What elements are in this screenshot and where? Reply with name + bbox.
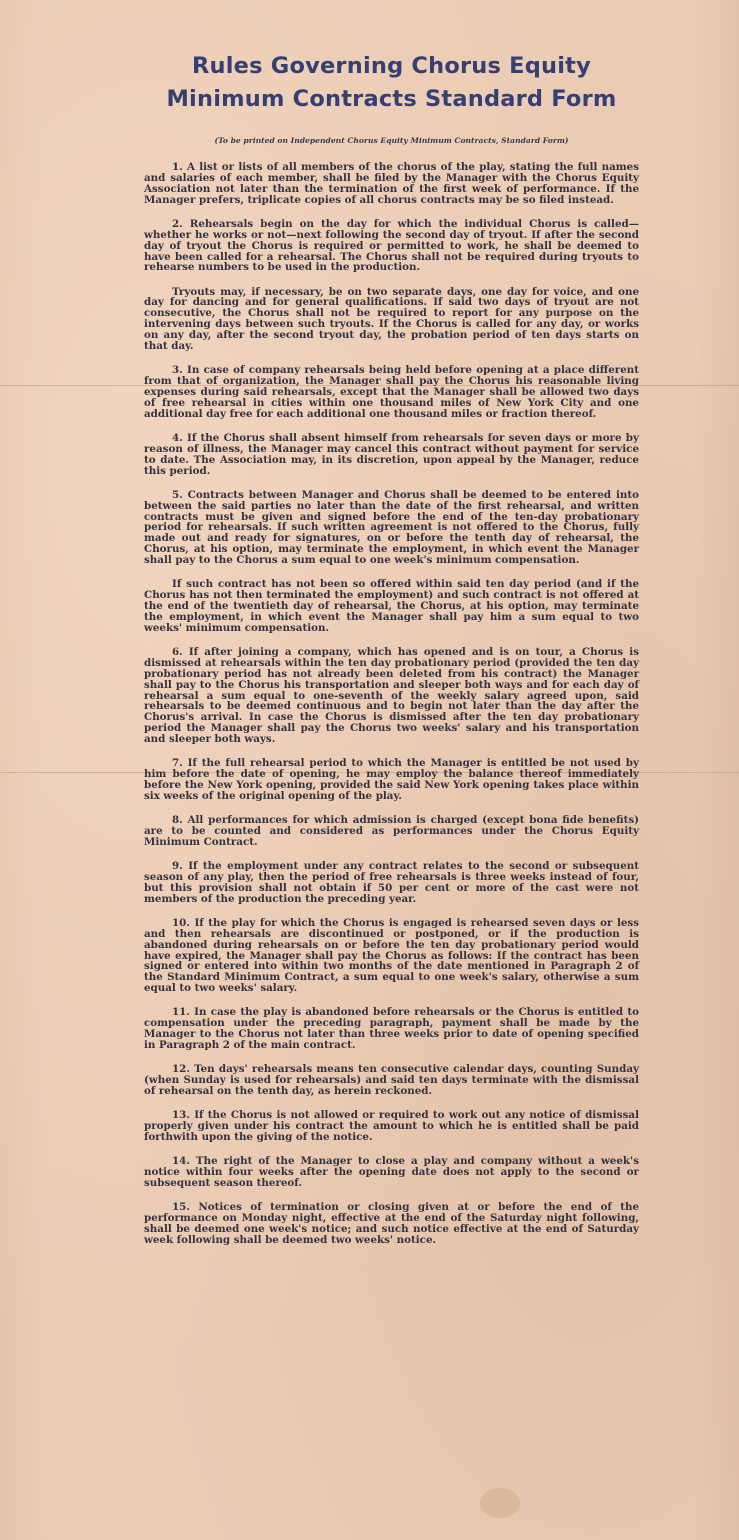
rule-paragraph-7: 7. If the full rehearsal period to which the Manager is entitled be not used by him before the date of opening, he may employ the balance thereof immediately before the New York opening, provided the said New York opening takes place within six weeks of the original opening of the play.	[144, 757, 639, 802]
title-line-1: Rules Governing Chorus Equity	[192, 53, 591, 79]
paper-stain	[480, 1488, 520, 1518]
rule-paragraph-12: 12. Ten days' rehearsals means ten consecutive calendar days, counting Sunday (when Sunday is used for rehearsals) and said ten days terminate with the dismissal of rehearsal on the tenth day, as herein reckoned.	[144, 1063, 639, 1097]
rule-paragraph-2-tryouts: Tryouts may, if necessary, be on two separate days, one day for voice, and one day for dancing and for general qualifications. If said two days of tryout are not consecutive, the Chorus shall not be required to report for any purpose on the intervening days between such tryouts. If the Chorus is called for any day, or works on any day, after the second tryout day, the probation period of ten days starts on that day.	[144, 285, 639, 353]
rule-paragraph-5-continued: If such contract has not been so offered within said ten day period (and if the Chorus has not then terminated the employment) and such contract is not offered at the end of the twentieth day of rehearsal, the Chorus, at his option, may terminate the employment, in which event the Manager shall pay him a sum equal to two weeks' minimum compensation.	[144, 578, 639, 634]
rule-paragraph-1: 1. A list or lists of all members of the chorus of the play, stating the full names and salaries of each member, shall be filed by the Manager with the Chorus Equity Association not later than the termination of the first week of performance. If the Manager prefers, triplicate copies of all chorus contracts may be so filed instead.	[144, 161, 639, 206]
rule-paragraph-2: 2. Rehearsals begin on the day for which the individual Chorus is called—whether he works or not—next following the second day of tryout. If after the second day of tryout the Chorus is required or permitted to work, he shall be deemed to have been called for a rehearsal. The Chorus shall not be required during tryouts to rehearse numbers to be used in the production.	[144, 217, 639, 274]
rule-paragraph-5: 5. Contracts between Manager and Chorus shall be deemed to be entered into between the said parties no later than the date of the first rehearsal, and written contracts must be given and signed before the end of the ten-day probationary period for rehearsals. If such written agreement is not offered to the Chorus, fully made out and ready for signatures, on or before the tenth day of rehearsal, the Chorus, at his option, may terminate the employment, in which event the Manager shall pay to the Chorus a sum equal to one week's minimum compensation.	[144, 488, 639, 567]
rule-paragraph-11: 11. In case the play is abandoned before rehearsals or the Chorus is entitled to compensation under the preceding paragraph, payment shall be made by the Manager to the Chorus not later than three weeks prior to date of opening specified in Paragraph 2 of the main contract.	[144, 1006, 639, 1052]
rule-paragraph-4: 4. If the Chorus shall absent himself from rehearsals for seven days or more by reason of illness, the Manager may cancel this contract without payment for service to date. The Association may, in its discretion, upon appeal by the Manager, reduce this period.	[144, 431, 639, 477]
rule-paragraph-15: 15. Notices of termination or closing given at or before the end of the performance on Monday night, effective at the end of the Saturday night following, shall be deemed one week's notice; and such notice effective at the end of Saturday week following shall be deemed two weeks' notice.	[144, 1200, 639, 1246]
document-page	[144, 50, 639, 1246]
rule-paragraph-14: 14. The right of the Manager to close a play and company without a week's notice within four weeks after the opening date does not apply to the second or subsequent season thereof.	[144, 1154, 639, 1189]
title-line-2: Minimum Contracts Standard Form	[166, 86, 617, 112]
rule-paragraph-3: 3. In case of company rehearsals being held before opening at a place different from that of organization, the Manager shall pay the Chorus his reasonable living expenses during said rehearsals, except that the Manager shall be allowed two days of free rehearsal in cities within one thousand miles of New York City and one additional day free for each additional one thousand miles or fraction thereof.	[144, 364, 639, 420]
document-title	[144, 50, 639, 116]
rule-paragraph-8: 8. All performances for which admission is charged (except bona fide benefits) are to be counted and considered as performances under the Chorus Equity Minimum Contract.	[144, 814, 639, 848]
rule-paragraph-10: 10. If the play for which the Chorus is engaged is rehearsed seven days or less and then rehearsals are discontinued or postponed, or if the production is abandoned during rehearsals on or before the ten day probationary period would have expired, the Manager shall pay the Chorus as follows: If the contract has been signed or entered into within two months of the date mentioned in Paragraph 2 of the Standard Minimum Contract, a sum equal to one week's salary, otherwise a sum equal to two weeks' salary.	[144, 916, 639, 995]
rule-paragraph-9: 9. If the employment under any contract relates to the second or subsequent season of any play, then the period of free rehearsals is three weeks instead of four, but this provision shall not obtain if 50 per cent or more of the cast were not members of the production the preceding year.	[144, 860, 639, 905]
rule-paragraph-13: 13. If the Chorus is not allowed or required to work out any notice of dismissal properly given under his contract the amount to which he is entitled shall be paid forthwith upon the giving of the notice.	[144, 1109, 639, 1143]
rule-paragraph-6: 6. If after joining a company, which has opened and is on tour, a Chorus is dismissed at rehearsals within the ten day probationary period (provided the ten day probationary period has not already been deleted from his contract) the Manager shall pay to the Chorus his transportation and sleeper both ways and for each day of rehearsal a sum equal to one-seventh of the weekly salary agreed upon, said rehearsals to be deemed continuous and to begin not later than the day after the Chorus's arrival. In case the Chorus is dismissed after the ten day probationary period the Manager shall pay the Chorus two weeks' salary and his transportation and sleeper both ways.	[144, 645, 639, 746]
document-subtitle: (To be printed on Independent Chorus Equity Minimum Contracts, Standard Form)	[214, 136, 569, 145]
